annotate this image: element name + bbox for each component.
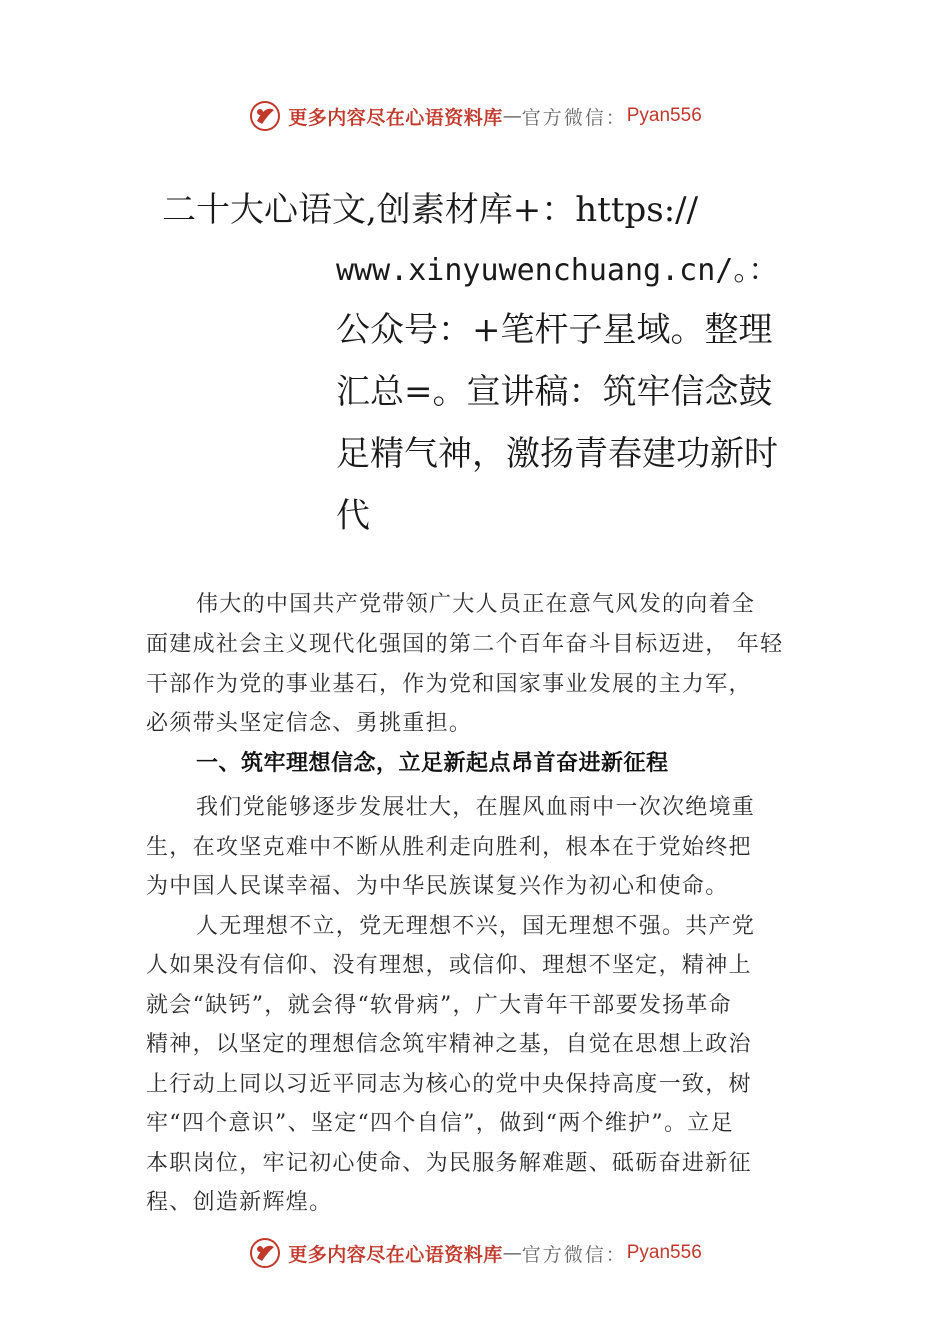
paragraph-1-line: 干部作为党的事业基石，作为党和国家事业发展的主力军， — [146, 672, 752, 697]
paragraph-3-line: 就会“缺钙”，就会得“软骨病”，广大青年干部要发扬革命 — [146, 993, 733, 1018]
paragraph-3-line: 上行动上同以习近平同志为核心的党中央保持高度一致，树 — [146, 1072, 752, 1097]
paragraph-1-line: 必须带头坚定信念、勇挑重担。 — [146, 711, 473, 736]
library-logo-icon — [248, 1236, 282, 1270]
title-line-6: 代 — [336, 496, 370, 536]
watermark-dash: — — [502, 1242, 522, 1264]
title-line-5: 足精气神，激扬青春建功新时 — [336, 434, 778, 474]
watermark-banner-bottom — [0, 1233, 950, 1273]
paragraph-3-line: 人无理想不立，党无理想不兴，国无理想不强。共产党 — [196, 914, 756, 939]
paragraph-3-line: 精神，以坚定的理想信念筑牢精神之基，自觉在思想上政治 — [146, 1032, 752, 1057]
section-1-heading: 一、筑牢理想信念，立足新起点昂首奋进新征程 — [196, 751, 669, 776]
watermark-library-text: 更多内容尽在心语资料库 — [288, 106, 503, 129]
title-line-4: 汇总=。宣讲稿：筑牢信念鼓 — [336, 372, 773, 412]
paragraph-3-line: 人如果没有信仰、没有理想，或信仰、理想不坚定，精神上 — [146, 953, 752, 978]
paragraph-2-line: 我们党能够逐步发展壮大，在腥风血雨中一次次绝境重 — [196, 795, 756, 820]
paragraph-3-line: 程、创造新辉煌。 — [146, 1190, 333, 1215]
watermark-library-text: 更多内容尽在心语资料库 — [288, 1243, 503, 1266]
watermark-wechat-label: 官方微信： — [521, 106, 627, 129]
title-line-3: 公众号：+笔杆子星域。整理 — [336, 310, 773, 350]
paragraph-1-line: 面建成社会主义现代化强国的第二个百年奋斗目标迈进， 年轻 — [146, 632, 784, 657]
paragraph-3-line: 牢“四个意识”、坚定“四个自信”，做到“两个维护”。立足 — [146, 1111, 734, 1136]
paragraph-2-line: 生，在攻坚克难中不断从胜利走向胜利，根本在于党始终把 — [146, 835, 752, 860]
paragraph-3-line: 本职岗位，牢记初心使命、为民服务解难题、砥砺奋进新征 — [146, 1151, 752, 1176]
paragraph-2-line: 为中国人民谋幸福、为中华民族谋复兴作为初心和使命。 — [146, 874, 729, 899]
paragraph-1-line: 伟大的中国共产党带领广大人员正在意气风发的向着全 — [196, 592, 756, 617]
watermark-dash: — — [502, 105, 522, 127]
title-line-1: 二十大心语文,创素材库+：https:// — [162, 190, 699, 230]
library-logo-icon — [248, 99, 282, 133]
watermark-wechat-id: Pyan556 — [626, 105, 702, 126]
watermark-wechat-id: Pyan556 — [626, 1242, 702, 1263]
watermark-wechat-label: 官方微信： — [521, 1243, 627, 1266]
title-line-2: www.xinyuwenchuang.cn/。： — [336, 253, 779, 288]
watermark-banner-top — [0, 96, 950, 136]
